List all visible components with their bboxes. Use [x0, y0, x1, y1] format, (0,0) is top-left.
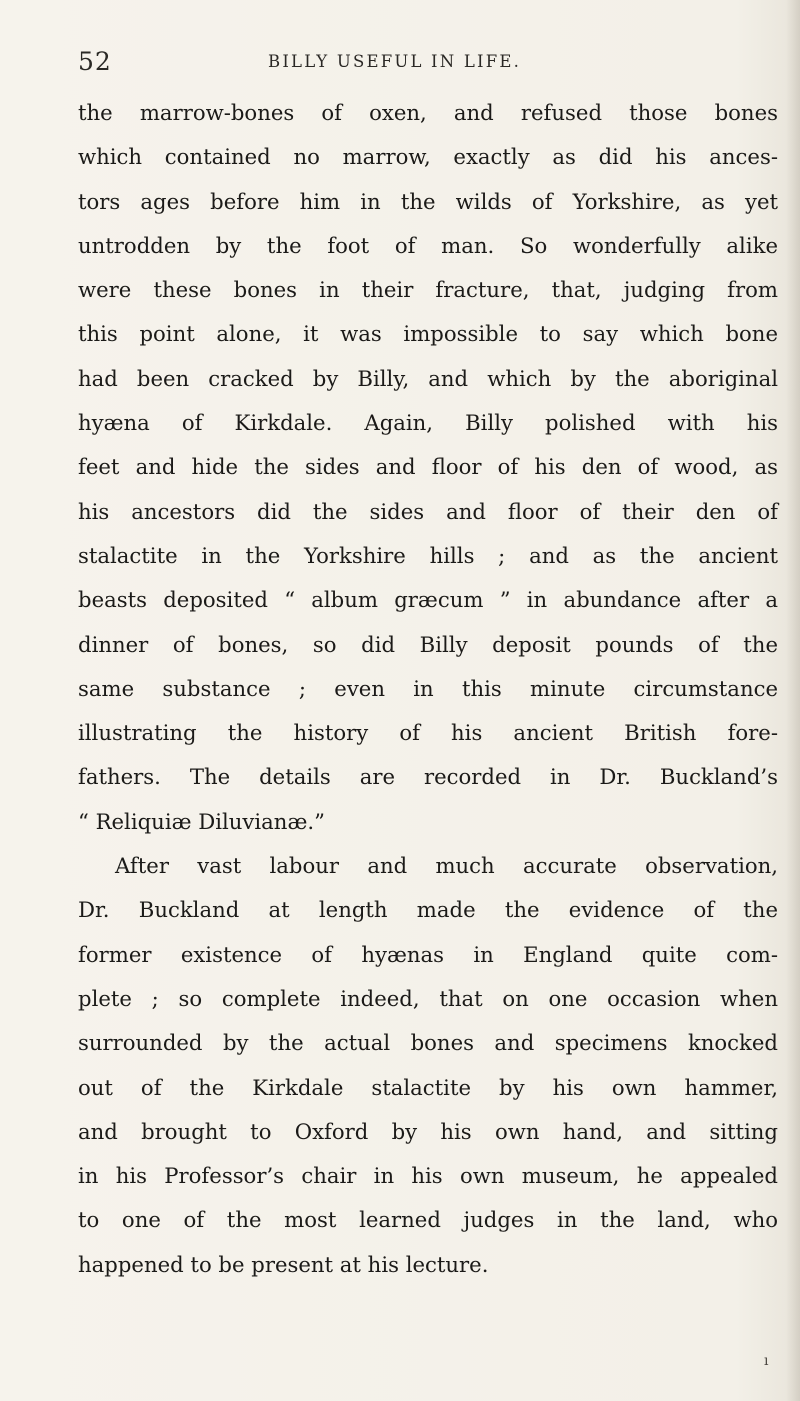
text-line: Dr. Buckland at length made the evidence of the	[78, 897, 778, 923]
text-line-paragraph-end: happened to be present at his lecture.	[78, 1251, 489, 1277]
text-line: fathers. The details are recorded in Dr. Buckland’s	[78, 764, 778, 790]
text-line-paragraph-end: “ Reliquiæ Diluvianæ.”	[78, 808, 325, 834]
running-title: BILLY USEFUL IN LIFE.	[268, 52, 522, 71]
page-edge-shadow	[786, 0, 800, 1401]
text-line: untrodden by the foot of man. So wonderfully alike	[78, 232, 778, 258]
text-line: to one of the most learned judges in the land, who	[78, 1207, 778, 1233]
text-line: same substance ; even in this minute circumstance	[78, 675, 778, 701]
text-line: in his Professor’s chair in his own museum, he appealed	[78, 1163, 778, 1189]
page-number: 52	[78, 47, 112, 76]
text-line: this point alone, it was impossible to say which bone	[78, 321, 778, 347]
running-head	[78, 47, 758, 77]
text-line: had been cracked by Billy, and which by the aboriginal	[78, 365, 778, 391]
text-line: which contained no marrow, exactly as did his ances-	[78, 144, 778, 170]
text-line: tors ages before him in the wilds of Yorkshire, as yet	[78, 188, 778, 214]
text-line: former existence of hyænas in England quite com-	[78, 941, 778, 967]
text-line: surrounded by the actual bones and specimens knocked	[78, 1030, 778, 1056]
text-line: dinner of bones, so did Billy deposit pounds of the	[78, 631, 778, 657]
text-line: were these bones in their fracture, that, judging from	[78, 277, 778, 303]
text-line: stalactite in the Yorkshire hills ; and as the ancient	[78, 542, 778, 568]
text-line: and brought to Oxford by his own hand, and sitting	[78, 1118, 778, 1144]
text-line: the marrow-bones of oxen, and refused those bones	[78, 100, 778, 125]
text-line: hyæna of Kirkdale. Again, Billy polished with his	[78, 410, 778, 436]
text-line: illustrating the history of his ancient British fore-	[78, 720, 778, 746]
stray-print-mark: ı	[764, 1353, 769, 1369]
text-line: out of the Kirkdale stalactite by his own hammer,	[78, 1074, 778, 1100]
text-line: feet and hide the sides and floor of his den of wood, as	[78, 454, 778, 480]
text-line: plete ; so complete indeed, that on one occasion when	[78, 985, 778, 1011]
text-line-paragraph-start: After vast labour and much accurate observation,	[115, 853, 778, 879]
text-line: his ancestors did the sides and floor of their den of	[78, 498, 778, 524]
body-text	[78, 91, 778, 1287]
text-line: beasts deposited “ album græcum ” in abundance after a	[78, 587, 778, 613]
